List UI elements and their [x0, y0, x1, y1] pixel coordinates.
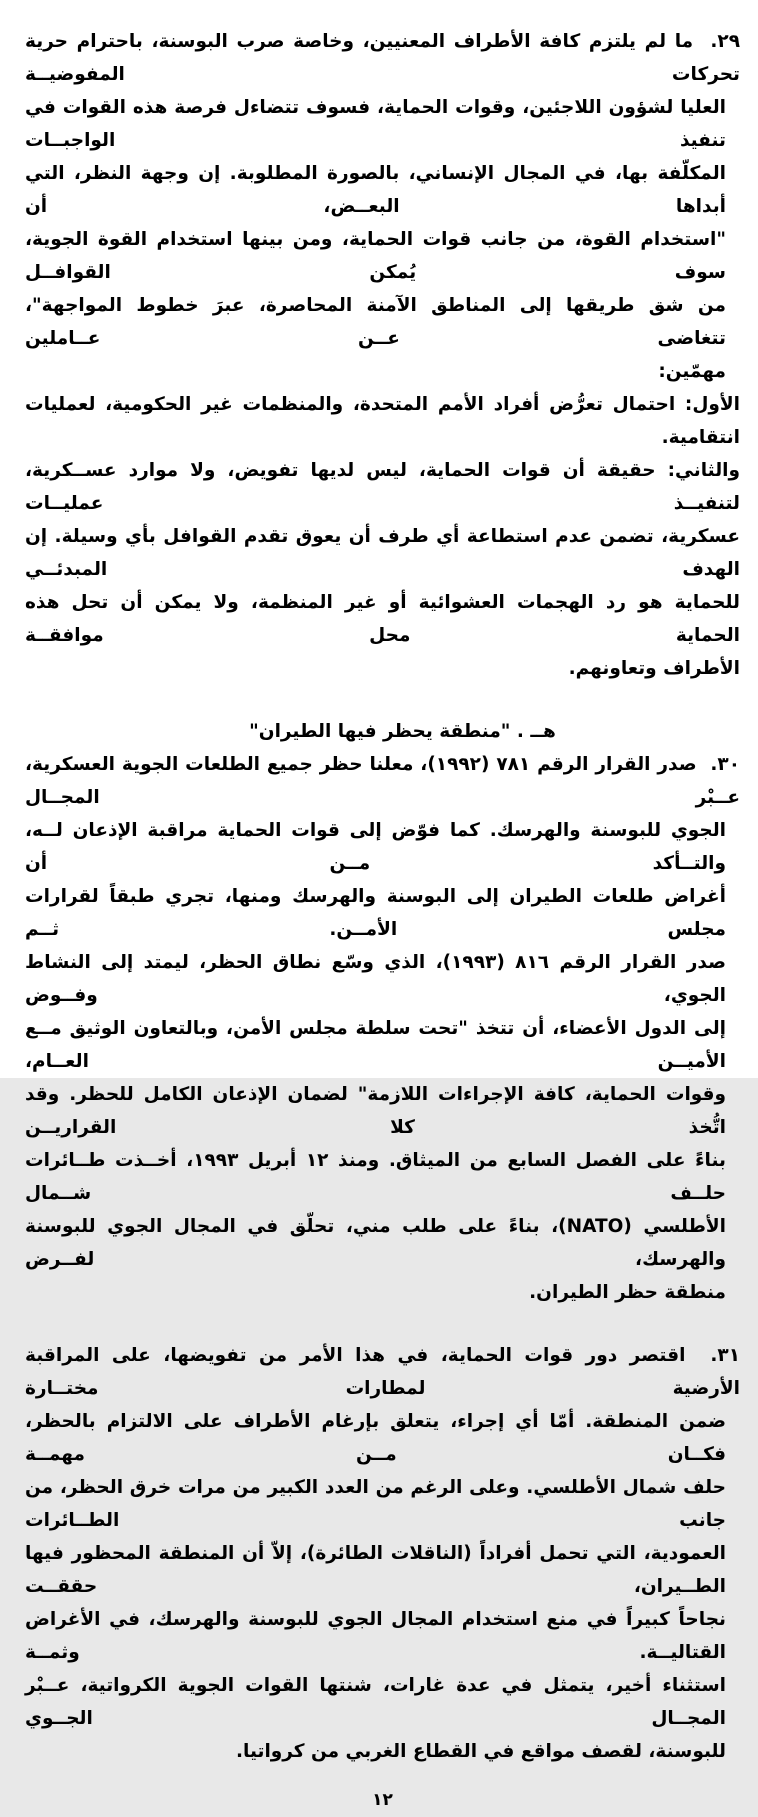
text-line: أغراض طلعات الطيران إلى البوسنة والهرسك ومنها، تجري طبقاً لقرارات مجلس الأمــن. ثــم — [25, 886, 726, 940]
text-line: ضمن المنطقة. أمّا أي إجراء، يتعلق بإرغام الأطراف على الالتزام بالحظر، فكــان مــن مهمــة — [25, 1411, 726, 1465]
text-line: "استخدام القوة، من جانب قوات الحماية، ومن بينها استخدام القوة الجوية، سوف يُمكن القوافــل — [25, 229, 726, 283]
text-line: للحماية هو رد الهجمات العشوائية أو غير المنظمة، ولا يمكن أن تحل هذه الحماية محل موافقــة — [25, 592, 740, 646]
text-line: العليا لشؤون اللاجئين، وقوات الحماية، فسوف تتضاءل فرصة هذه القوات في تنفيذ الواجبــات — [25, 97, 726, 151]
list-item-second — [25, 454, 740, 685]
text-line: للبوسنة، لقصف مواقع في القطاع الغربي من كرواتيا. — [235, 1741, 726, 1762]
text-line: إلى الدول الأعضاء، أن تتخذ "تحت سلطة مجلس الأمن، وبالتعاون الوثيق مــع الأميــن العــام، — [25, 1018, 726, 1072]
text-line: هــ . "منطقة يحظر فيها الطيران" — [249, 721, 556, 742]
list-item-first — [25, 388, 740, 454]
text-line: المكلّفة بها، في المجال الإنساني، بالصورة المطلوبة. إن وجهة النظر، التي أبداها البعــض، أن — [25, 163, 726, 217]
text-line: حلف شمال الأطلسي. وعلى الرغم من العدد الكبير من مرات خرق الحظر، من جانب الطــائرات — [25, 1477, 726, 1531]
text-line: ٣٠. صدر القرار الرقم ٧٨١ (١٩٩٢)، معلنا حظر جميع الطلعات الجوية العسكرية، عــبْر المجــال — [25, 754, 740, 808]
text-line: بناءً على الفصل السابع من الميثاق. ومنذ ١٢ أبريل ١٩٩٣، أخــذت طــائرات حلــف شــمال — [25, 1150, 726, 1204]
text-line: ٢٩. ما لم يلتزم كافة الأطراف المعنيين، وخاصة صرب البوسنة، باحترام حرية تحركات المفوضيــة — [25, 31, 740, 85]
text-line: وقوات الحماية، كافة الإجراءات اللازمة" لضمان الإذعان الكامل للحظر. وقد اتُّخذ كلا القراريــن — [25, 1084, 726, 1138]
paragraph-29 — [25, 25, 740, 388]
text-line: الأطراف وتعاونهم. — [568, 658, 740, 679]
text-line: الجوي للبوسنة والهرسك. كما فوّض إلى قوات الحماية مراقبة الإذعان لــه، والتــأكد مــن أن — [25, 820, 726, 874]
text-line: استثناء أخير، يتمثل في عدة غارات، شنتها القوات الجوية الكرواتية، عــبْر المجــال الجــوي — [25, 1675, 726, 1729]
text-line: والثاني: حقيقة أن قوات الحماية، ليس لديها تفويض، ولا موارد عســكرية، لتنفيــذ عمليــات — [25, 460, 740, 514]
text-line: ٣١. اقتصر دور قوات الحماية، في هذا الأمر من تفويضها، على المراقبة الأرضية لمطارات مختــارة — [25, 1345, 740, 1399]
text-line: العمودية، التي تحمل أفراداً (الناقلات الطائرة)، إلاّ أن المنطقة المحظور فيها الطــيران، حققــت — [25, 1543, 726, 1597]
text-line: الأول: احتمال تعرُّض أفراد الأمم المتحدة، والمنظمات غير الحكومية، لعمليات انتقامية. — [25, 394, 740, 448]
paragraph-30 — [25, 748, 740, 1309]
text-line: نجاحاً كبيراً في منع استخدام المجال الجوي للبوسنة والهرسك، في الأغراض القتاليــة. وثمــة — [25, 1609, 726, 1663]
section-heading — [25, 715, 740, 748]
text-line: مهمّين: — [658, 361, 726, 382]
paragraph-31 — [25, 1339, 740, 1768]
text-line: الأطلسي (NATO)، بناءً على طلب مني، تحلّق في المجال الجوي للبوسنة والهرسك، لفــرض — [25, 1216, 726, 1270]
text-line: من شق طريقها إلى المناطق الآمنة المحاصرة، عبرَ خطوط المواجهة"، تتغاضى عــن عــاملين — [25, 295, 726, 349]
text-line: عسكرية، تضمن عدم استطاعة أي طرف أن يعوق تقدم القوافل بأي وسيلة. إن الهدف المبدئــي — [25, 526, 740, 580]
text-line: صدر القرار الرقم ٨١٦ (١٩٩٣)، الذي وسّع نطاق الحظر، ليمتد إلى النشاط الجوي، وفــوض — [25, 952, 726, 1006]
text-line: منطقة حظر الطيران. — [529, 1282, 726, 1303]
page-number: ١٢ — [372, 1790, 393, 1810]
